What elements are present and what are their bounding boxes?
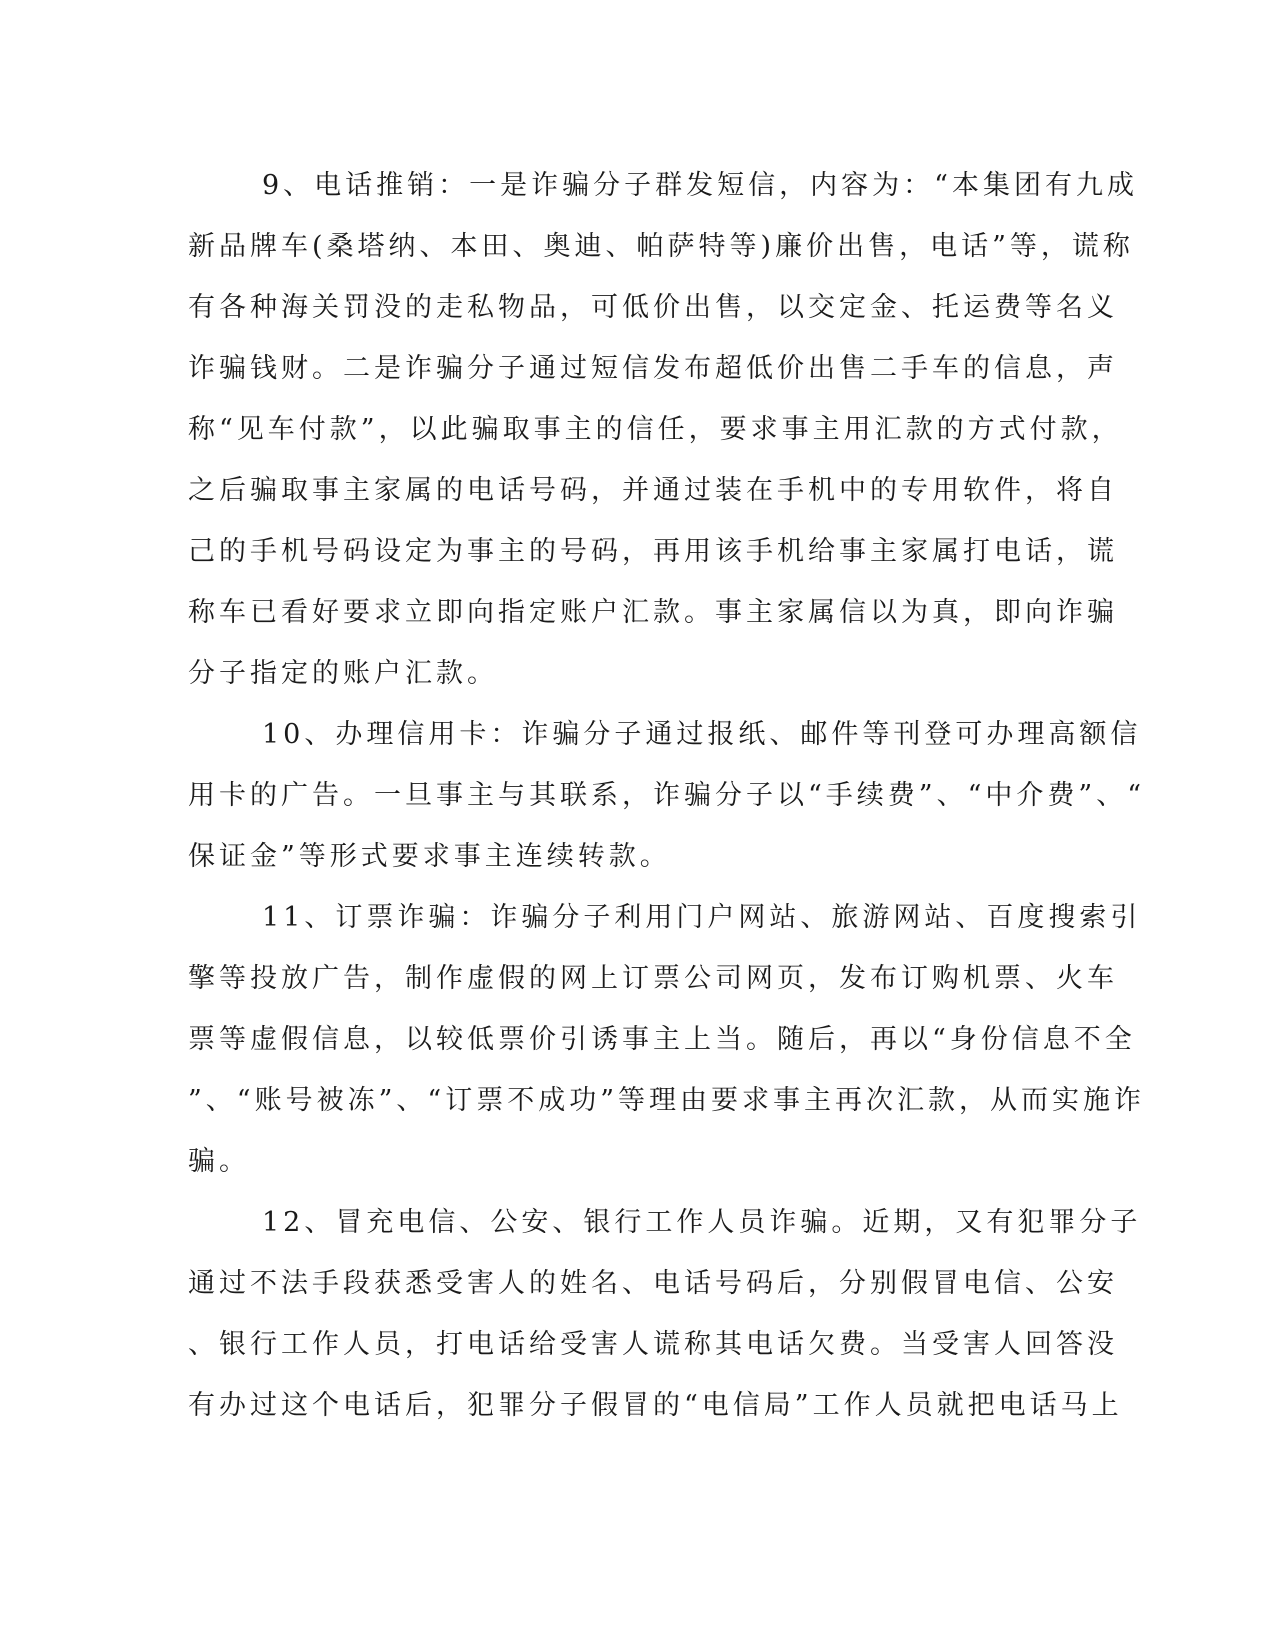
text-line: 己的手机号码设定为事主的号码，再用该手机给事主家属打电话，谎 bbox=[188, 536, 1118, 567]
text-line: 擎等投放广告，制作虚假的网上订票公司网页，发布订购机票、火车 bbox=[188, 963, 1118, 994]
text-line: 有各种海关罚没的走私物品，可低价出售，以交定金、托运费等名义 bbox=[188, 292, 1118, 323]
text-line: 有办过这个电话后，犯罪分子假冒的“电信局”工作人员就把电话马上 bbox=[188, 1390, 1123, 1421]
text-line: 新品牌车(桑塔纳、本田、奥迪、帕萨特等)廉价出售，电话”等，谎称 bbox=[188, 231, 1134, 262]
text-line: 称“见车付款”，以此骗取事主的信任，要求事主用汇款的方式付款， bbox=[188, 414, 1123, 445]
text-line: 10、办理信用卡：诈骗分子通过报纸、邮件等刊登可办理高额信 bbox=[262, 719, 1142, 750]
text-line: 12、冒充电信、公安、银行工作人员诈骗。近期，又有犯罪分子 bbox=[262, 1207, 1142, 1238]
text-line: 骗。 bbox=[188, 1146, 250, 1177]
text-line: 之后骗取事主家属的电话号码，并通过装在手机中的专用软件，将自 bbox=[188, 475, 1118, 506]
text-line: 称车已看好要求立即向指定账户汇款。事主家属信以为真，即向诈骗 bbox=[188, 597, 1118, 628]
text-line: 通过不法手段获悉受害人的姓名、电话号码后，分别假冒电信、公安 bbox=[188, 1268, 1118, 1299]
text-line: 保证金”等形式要求事主连续转款。 bbox=[188, 841, 671, 872]
text-line: 诈骗钱财。二是诈骗分子通过短信发布超低价出售二手车的信息，声 bbox=[188, 353, 1118, 384]
text-line: 、银行工作人员，打电话给受害人谎称其电话欠费。当受害人回答没 bbox=[188, 1329, 1118, 1360]
text-line: ”、“账号被冻”、“订票不成功”等理由要求事主再次汇款，从而实施诈 bbox=[188, 1085, 1146, 1116]
text-line: 用卡的广告。一旦事主与其联系，诈骗分子以“手续费”、“中介费”、“ bbox=[188, 780, 1146, 811]
text-line: 9、电话推销：一是诈骗分子群发短信，内容为：“本集团有九成 bbox=[262, 170, 1138, 201]
body-text bbox=[188, 155, 1146, 1436]
text-line: 分子指定的账户汇款。 bbox=[188, 658, 498, 689]
text-line: 票等虚假信息，以较低票价引诱事主上当。随后，再以“身份信息不全 bbox=[188, 1024, 1136, 1055]
text-line: 11、订票诈骗：诈骗分子利用门户网站、旅游网站、百度搜索引 bbox=[262, 902, 1142, 933]
